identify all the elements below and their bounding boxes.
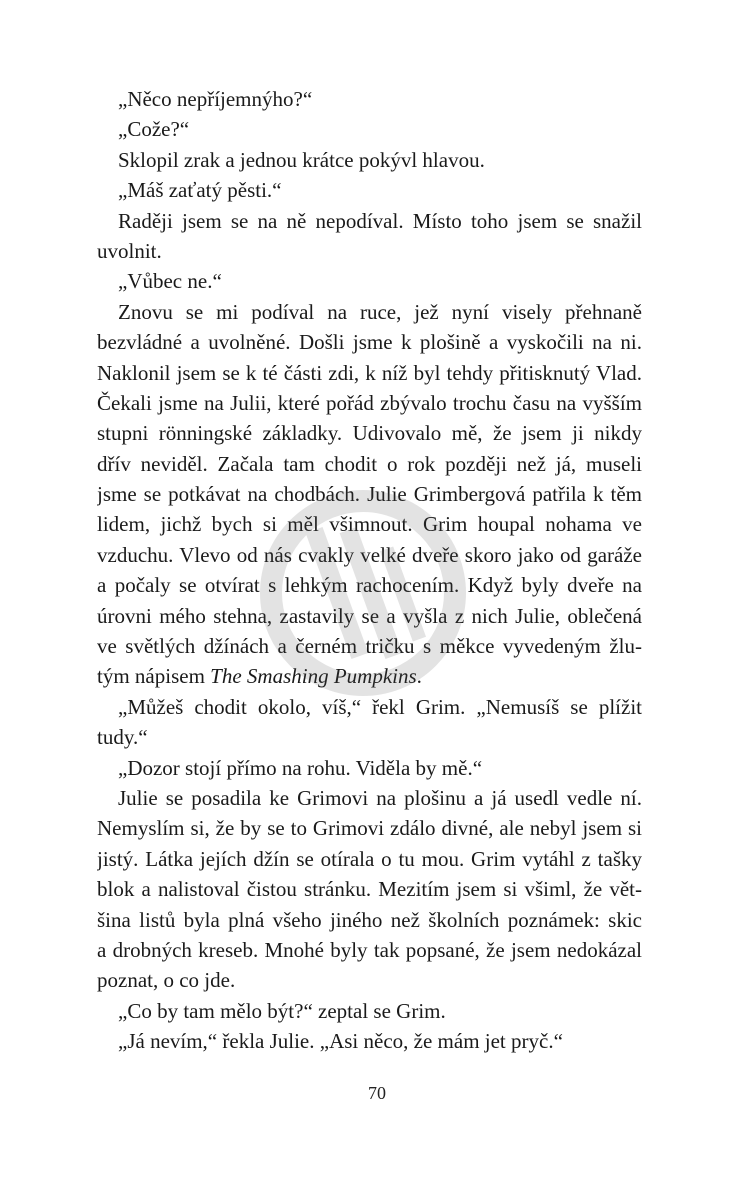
text-line: šina listů byla plná všeho jiného než školních poznámek: skic: [97, 907, 642, 932]
text-line: tudy.“: [97, 725, 148, 750]
text-line: jsme se potkávat na chodbách. Julie Grimbergová patřila k těm: [97, 482, 642, 507]
text-line: „Já nevím,“ řekla Julie. „Asi něco, že mám jet pryč.“: [118, 1029, 563, 1054]
text-line: Julie se posadila ke Grimovi na plošinu a já usedl vedle ní.: [118, 785, 642, 810]
text-span: .: [416, 664, 422, 689]
text-line: úrovni mého stehna, zastavily se a vyšla z nich Julie, oblečená: [97, 603, 642, 628]
text-line: lidem, jichž bych si měl všimnout. Grim houpal nohama ve: [97, 512, 642, 537]
text-line: stupni rönningské základky. Udivovalo mě, že jsem ji nikdy: [97, 421, 642, 446]
text-line: „Dozor stojí přímo na rohu. Viděla by mě.“: [118, 755, 483, 780]
text-line: vzduchu. Vlevo od nás cvakly velké dveře skoro jako od garáže: [97, 542, 642, 567]
text-line: jistý. Látka jejích džín se otírala o tu mou. Grim vytáhl z tašky: [97, 846, 642, 871]
text-line: bezvládné a uvolněné. Došli jsme k plošině a vyskočili na ni.: [97, 330, 642, 355]
text-line: Naklonil jsem se k té části zdi, k níž byl tehdy přitisknutý Vlad.: [97, 360, 642, 385]
text-line: dřív neviděl. Začala tam chodit o rok později než já, museli: [97, 451, 642, 476]
text-line: Sklopil zrak a jednou krátce pokývl hlavou.: [118, 147, 485, 172]
text-line: „Něco nepříjemnýho?“: [118, 87, 313, 111]
text-line: Čekali jsme na Julii, které pořád zbývalo trochu času na vyšším: [97, 390, 642, 415]
text-line: a počaly se otvírat s lehkým rachocením. Když byly dveře na: [97, 573, 642, 598]
text-line: „Cože?“: [118, 117, 190, 142]
page-number: 70: [368, 1083, 386, 1103]
text-line: Znovu se mi podíval na ruce, jež nyní visely přehnaně: [118, 299, 642, 324]
text-line: Nemyslím si, že by se to Grimovi zdálo divné, ale nebyl jsem si: [97, 816, 642, 841]
text-line: „Můžeš chodit okolo, víš,“ řekl Grim. „Nemusíš se plížit: [118, 694, 642, 719]
text-line: blok a nalistoval čistou stránku. Mezitím jsem si všiml, že vět-: [97, 877, 642, 902]
text-line: uvolnit.: [97, 238, 162, 263]
text-line: „Co by tam mělo být?“ zeptal se Grim.: [118, 998, 446, 1023]
text-line: „Vůbec ne.“: [118, 269, 222, 294]
text-line: poznat, o co jde.: [97, 968, 236, 993]
text-line: ve světlých džínách a černém tričku s měkce vyvedeným žlu-: [97, 634, 642, 659]
text-line: a drobných kreseb. Mnohé byly tak popsané, že jsem nedokázal: [97, 937, 642, 962]
band-name: The Smashing Pumpkins: [210, 664, 417, 689]
book-page-text: [97, 84, 642, 1057]
text-line: Raději jsem se na ně nepodíval. Místo toho jsem se snažil: [118, 208, 642, 233]
text-line: „Máš zaťatý pěsti.“: [118, 178, 282, 203]
text-span: tým nápisem: [97, 664, 211, 689]
text-line: [97, 661, 642, 691]
